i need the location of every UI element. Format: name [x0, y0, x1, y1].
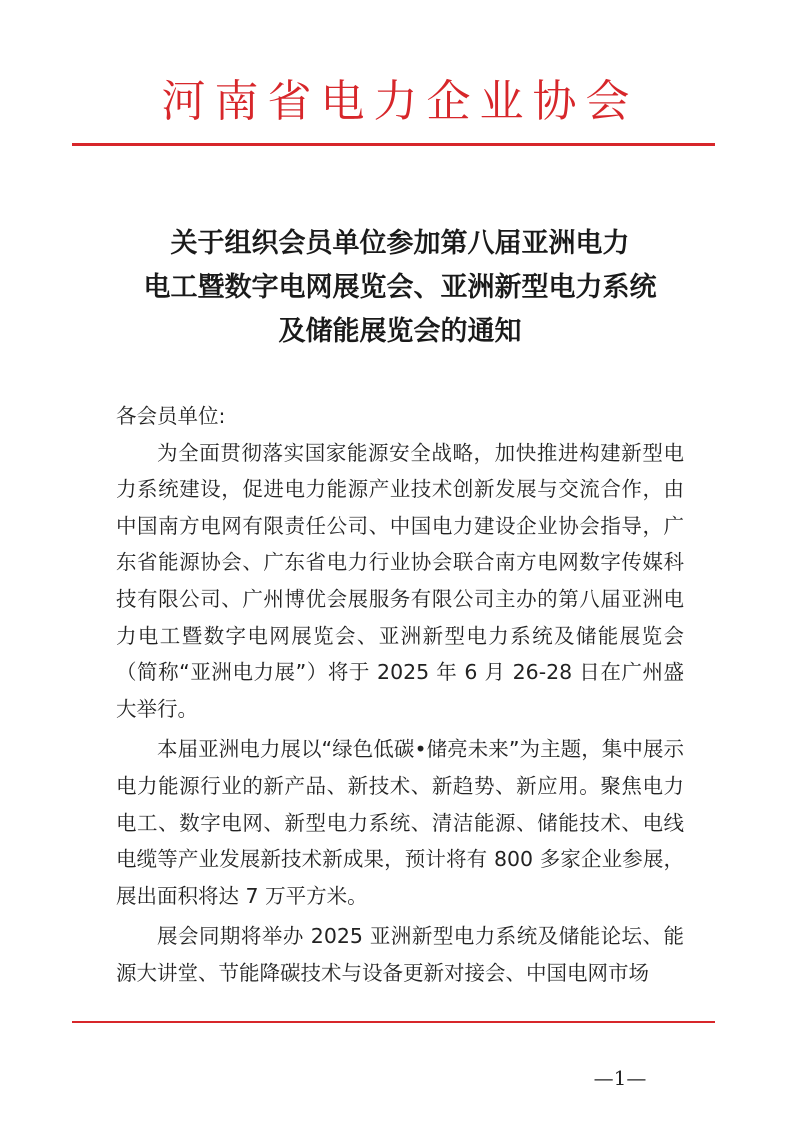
title-line: 及储能展览会的通知: [278, 316, 522, 347]
salutation: 各会员单位:: [116, 404, 226, 428]
letterhead-org-name: 河南省电力企业协会: [161, 76, 639, 127]
body-paragraph: 展会同期将举办 2025 亚洲新型电力系统及储能论坛、能源大讲堂、节能降碳技术与设备更新对接会、中国电网市场: [116, 924, 684, 985]
body-paragraph: 本届亚洲电力展以“绿色低碳•储亮未来”为主题，集中展示电力能源行业的新产品、新技术、新趋势、新应用。聚焦电力电工、数字电网、新型电力系统、清洁能源、储能技术、电线电缆等产业发展新技术新成果，预计将有 800 多家企业参展，展出面积将达 7 万平方米。: [116, 737, 684, 908]
title-line: 电工暨数字电网展览会、亚洲新型电力系统: [143, 272, 657, 303]
letterhead-divider: [72, 143, 715, 146]
title-line: 关于组织会员单位参加第八届亚洲电力: [170, 228, 630, 259]
body-paragraph: 为全面贯彻落实国家能源安全战略，加快推进构建新型电力系统建设，促进电力能源产业技术创新发展与交流合作，由中国南方电网有限责任公司、中国电力建设企业协会指导，广东省能源协会、广东省电力行业协会联合南方电网数字传媒科技有限公司、广州博优会展服务有限公司主办的第八届亚洲电力电工暨数字电网展览会、亚洲新型电力系统及储能展览会（简称“亚洲电力展”）将于 2025 年 6 月 26-28 日在广州盛大举行。: [116, 440, 684, 721]
document-body: [116, 398, 684, 992]
page-number: —1—: [593, 1066, 647, 1090]
footer-divider: [72, 1021, 715, 1023]
document-title: [0, 222, 800, 354]
